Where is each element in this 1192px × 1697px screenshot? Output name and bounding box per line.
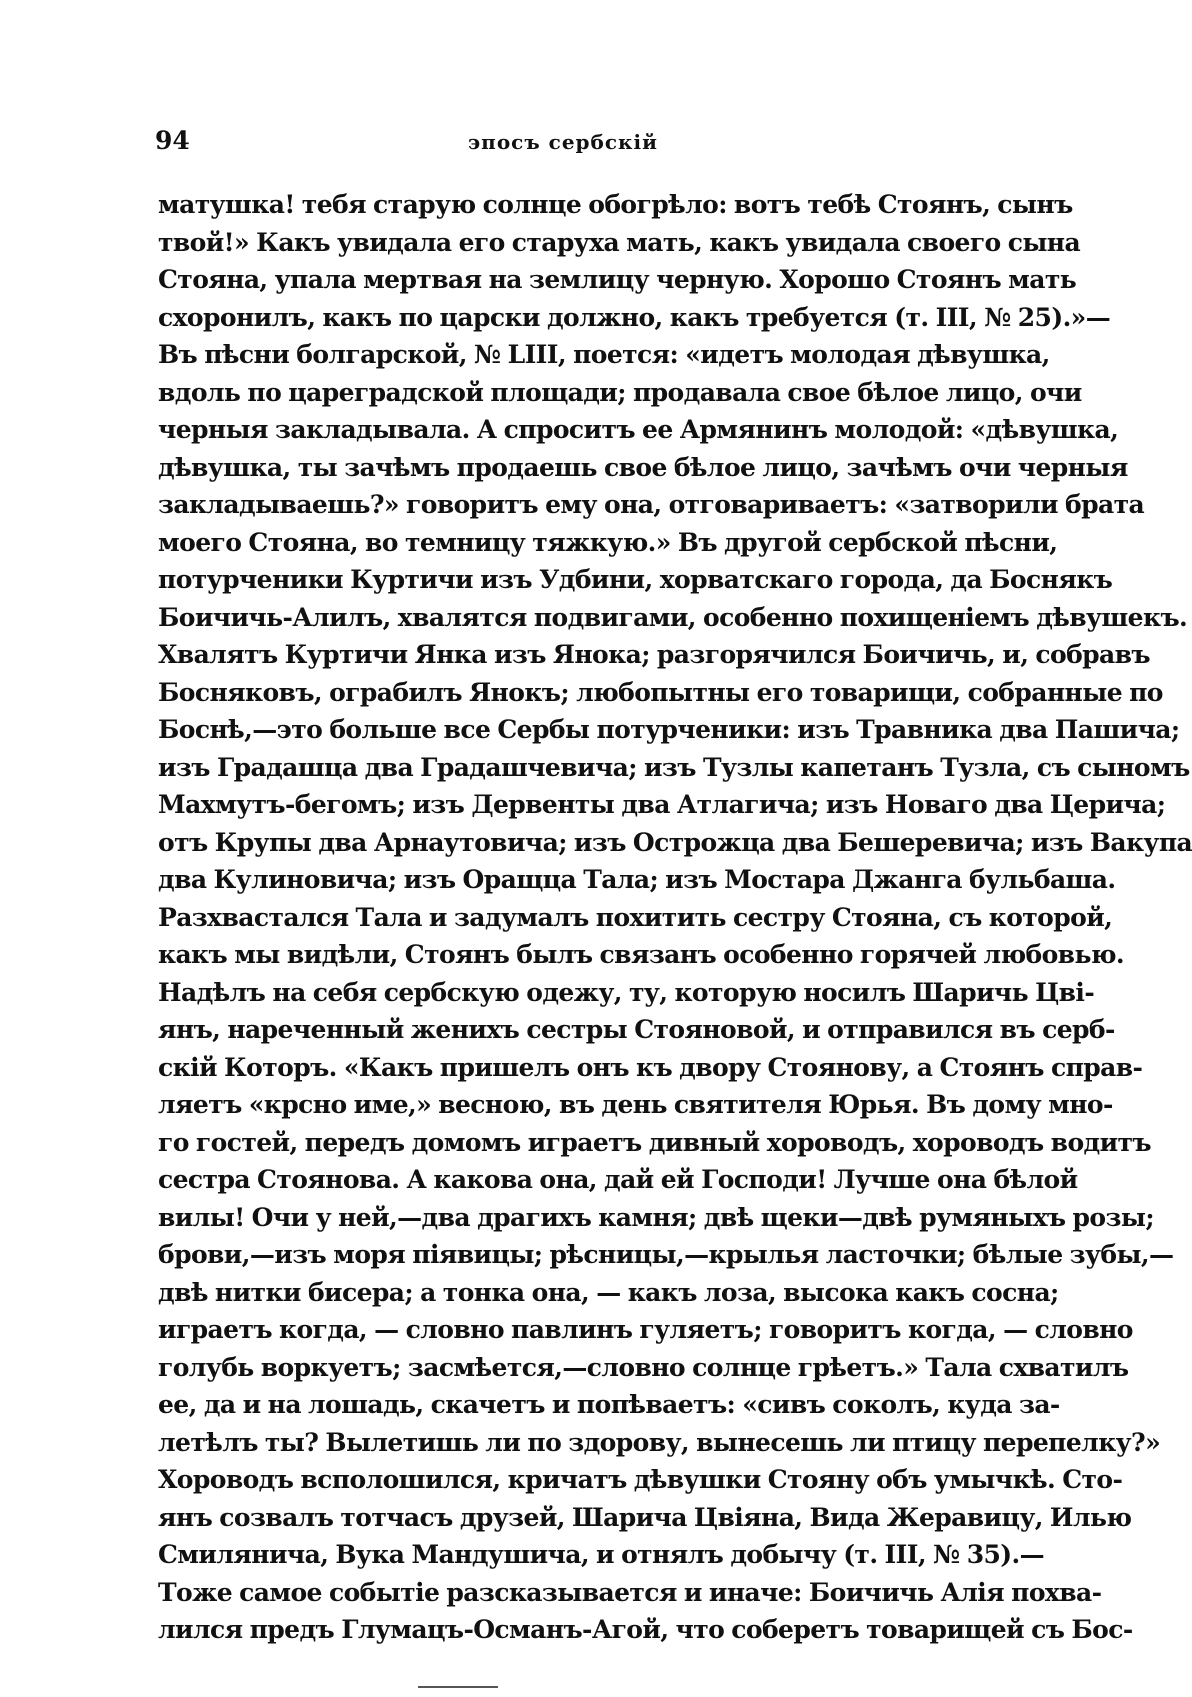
text-line: Хвалятъ Куртичи Янка изъ Янока; разгорячился Боичичь, и, собравъ <box>158 640 1151 669</box>
text-line: го гостей, передъ домомъ играетъ дивный хороводъ, хороводъ водитъ <box>158 1127 1151 1157</box>
text-line: Махмутъ-бегомъ; изъ Дервенты два Атлагича; изъ Новаго два Церича; <box>158 790 1166 819</box>
text-line: скій Которъ. «Какъ пришелъ онъ къ двору Стоянову, а Стоянъ справ- <box>158 1052 1143 1082</box>
text-line: брови,—изъ моря піявицы; рѣсницы,—крылья ласточки; бѣлые зубы,— <box>158 1240 1174 1269</box>
text-line: какъ мы видѣли, Стоянъ былъ связанъ особенно горячей любовью. <box>158 940 1124 969</box>
text-line: изъ Градашца два Градашчевича; изъ Тузлы капетанъ Тузла, съ сыномъ <box>158 752 1190 782</box>
text-line: Тоже самое событіе разсказывается и иначе: Боичичь Алія похва- <box>158 1577 1102 1607</box>
text-line: Въ пѣсни болгарской, № LIII, поется: «идетъ молодая дѣвушка, <box>158 340 1050 369</box>
text-line: ляетъ «крсно име,» весною, въ день святителя Юрья. Въ дому мно- <box>158 1090 1113 1119</box>
text-line: двѣ нитки бисера; а тонка она, — какъ лоза, высока какъ сосна; <box>158 1277 1059 1307</box>
text-line: черныя закладывала. А спроситъ ее Армянинъ молодой: «дѣвушка, <box>158 415 1119 444</box>
text-line: Боснѣ,—это больше все Сербы потурченики: изъ Травника два Пашича; <box>158 715 1180 744</box>
text-line: твой!» Какъ увидала его старуха мать, какъ увидала своего сына <box>158 227 1081 257</box>
running-head: эпосъ сербскій <box>468 130 658 154</box>
text-line: ее, да и на лошадь, скачетъ и попѣваетъ: «сивъ соколъ, куда за- <box>158 1390 1060 1419</box>
body-text <box>158 186 1192 1649</box>
text-line: сестра Стоянова. А какова она, дай ей Господи! Лучше она бѣлой <box>158 1165 1078 1194</box>
text-line: Хороводъ всполошился, кричатъ дѣвушки Стояну объ умычкѣ. Сто- <box>158 1465 1123 1494</box>
page-number: 94 <box>155 126 190 155</box>
text-line: Надѣлъ на себя сербскую одежу, ту, которую носилъ Шаричь Цві- <box>158 977 1095 1007</box>
text-line: янъ, нареченный женихъ сестры Стояновой, и отправился въ серб- <box>158 1015 1115 1044</box>
text-line: моего Стояна, во темницу тяжкую.» Въ другой сербской пѣсни, <box>158 527 1058 557</box>
text-line: схоронилъ, какъ по царски должно, какъ требуется (т. III, № 25).»— <box>158 302 1111 332</box>
text-line: потурченики Куртичи изъ Удбини, хорватскаго города, да Боснякъ <box>158 565 1113 594</box>
text-line: два Кулиновича; изъ Оращца Тала; изъ Мостара Джанга бульбаша. <box>158 865 1116 894</box>
text-line: отъ Крупы два Арнаутовича; изъ Острожца два Бешеревича; изъ Вакупа <box>158 827 1192 857</box>
text-line: вилы! Очи у ней,—два драгихъ камня; двѣ щеки—двѣ румяныхъ розы; <box>158 1202 1154 1232</box>
text-line: дѣвушка, ты зачѣмъ продаешь свое бѣлое лицо, зачѣмъ очи черныя <box>158 452 1128 482</box>
bottom-rule <box>418 1686 498 1688</box>
text-line: вдоль по цареградской площади; продавала свое бѣлое лицо, очи <box>158 377 1082 407</box>
text-line: играетъ когда, — словно павлинъ гуляетъ; говоритъ когда, — словно <box>158 1315 1133 1344</box>
text-line: матушка! тебя старую солнце обогрѣло: вотъ тебѣ Стоянъ, сынъ <box>158 190 1073 219</box>
text-line: Разхвастался Тала и задумалъ похитить сестру Стояна, съ которой, <box>158 902 1113 932</box>
text-line: Стояна, упала мертвая на землицу черную. Хорошо Стоянъ мать <box>158 265 1077 294</box>
text-line: летѣлъ ты? Вылетишь ли по здорову, вынесешь ли птицу перепелку?» <box>158 1427 1161 1457</box>
text-line: Боичичь-Алилъ, хвалятся подвигами, особенно похищеніемъ дѣвушекъ. <box>158 602 1188 632</box>
text-line: янъ созвалъ тотчасъ друзей, Шарича Цвіяна, Вида Жеравицу, Илью <box>158 1502 1132 1532</box>
text-line: голубь воркуетъ; засмѣется,—словно солнце грѣетъ.» Тала схватилъ <box>158 1352 1129 1382</box>
text-line: лился предъ Глумацъ-Османъ-Агой, что соберетъ товарищей съ Бос- <box>158 1615 1133 1644</box>
text-line: Босняковъ, ограбилъ Янокъ; любопытны его товарищи, собранные по <box>158 677 1163 707</box>
text-line: закладываешь?» говоритъ ему она, отговариваетъ: «затворили брата <box>158 490 1145 519</box>
text-line: Смилянича, Вука Мандушича, и отнялъ добычу (т. III, № 35).— <box>158 1540 1045 1569</box>
